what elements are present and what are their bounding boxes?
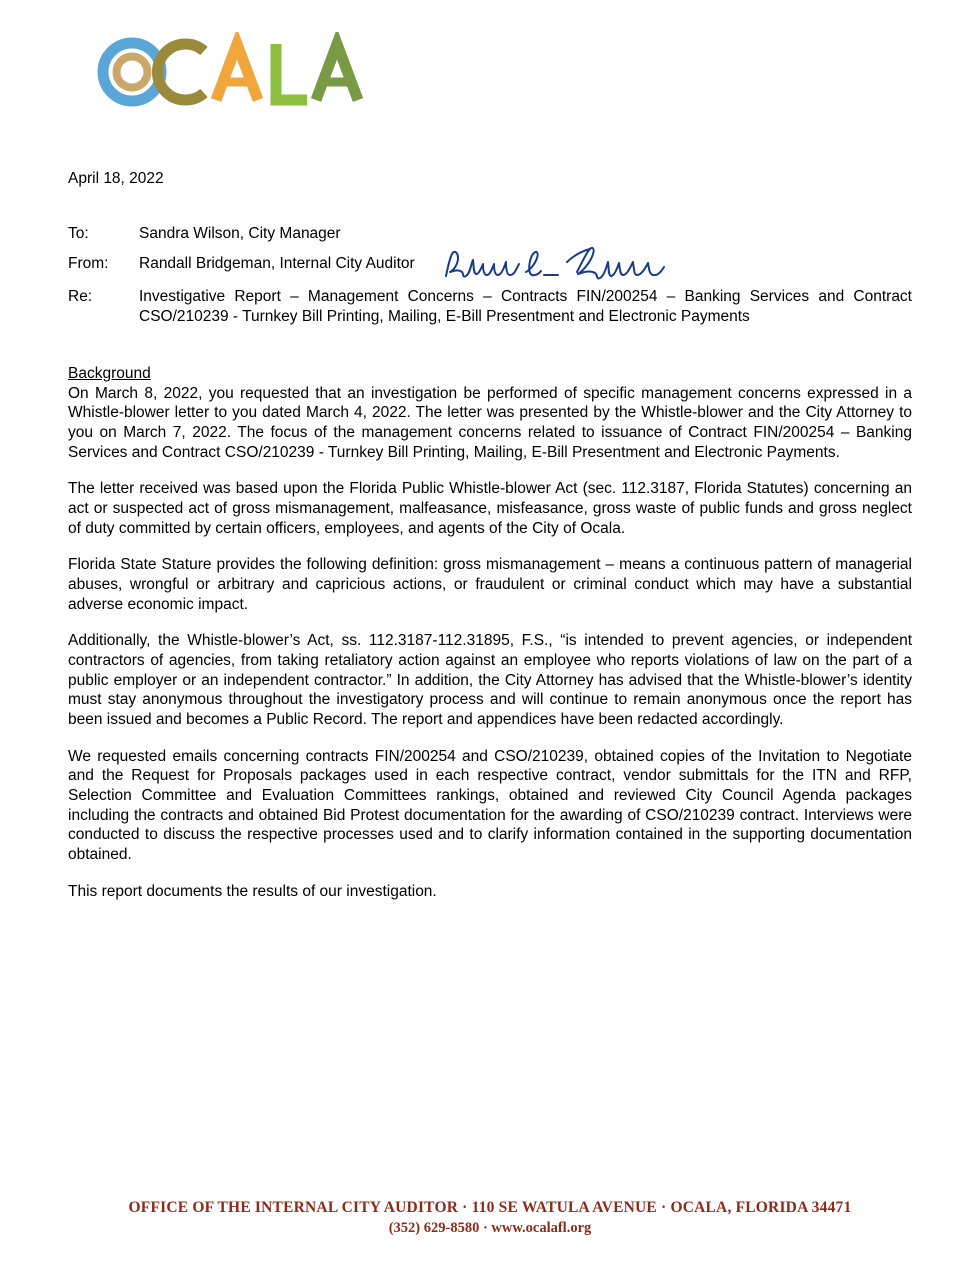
background-paragraph-6: This report documents the results of our investigation.: [68, 882, 437, 900]
background-paragraph-3: Florida State Stature provides the following definition: gross mismanagement – means a continuous pattern of managerial abuses, wrongful or arbitrary and capricious actions, or fraudulent or criminal conduct which may have a substantial adverse economic impact.: [68, 556, 912, 613]
re-row: [68, 287, 912, 327]
footer-contact: (352) 629-8580 · www.ocalafl.org: [388, 1220, 592, 1236]
background-paragraph-2: The letter received was based upon the Florida Public Whistle-blower Act (sec. 112.3187, Florida Statutes) concerning an act or suspected act of gross mismanagement, malfeasance, misfeasance, gross waste of public funds and gross neglect of duty committed by certain officers, employees, and agents of the City of Ocala.: [68, 480, 912, 537]
from-row: [68, 254, 912, 275]
from-value: Randall Bridgeman, Internal City Auditor: [139, 254, 415, 272]
footer-address: OFFICE OF THE INTERNAL CITY AUDITOR · 110 SE WATULA AVENUE · OCALA, FLORIDA 34471: [128, 1199, 852, 1216]
page-footer: [0, 1199, 980, 1237]
letter-date: April 18, 2022: [68, 170, 164, 187]
to-value: Sandra Wilson, City Manager: [139, 225, 341, 242]
re-value: Investigative Report – Management Concerns – Contracts FIN/200254 – Banking Services and Contract CSO/210239 - Turnkey Bill Printing, Mailing, E-Bill Presentment and Electronic Payments: [139, 287, 912, 325]
ocala-logo: [96, 36, 386, 108]
background-paragraph-5: We requested emails concerning contracts FIN/200254 and CSO/210239, obtained copies of the Invitation to Negotiate and the Request for Proposals packages used in each respective contract, vendor submittals for the ITN and RFP, Selection Committee and Evaluation Committees rankings, obtained and reviewed City Council Agenda packages including the contracts and obtained Bid Protest documentation for the awarding of CSO/210239 contract. Interviews were conducted to discuss the respective processes used and to clarify information contained in the supporting documentation obtained.: [68, 747, 912, 863]
from-label: From:: [68, 254, 109, 272]
background-paragraph-1: On March 8, 2022, you requested that an investigation be performed of specific management concerns expressed in a Whistle-blower letter to you dated March 4, 2022. The letter was presented by the Whistle-blower and the City Attorney to you on March 7, 2022. The focus of the management concerns related to issuance of Contract FIN/200254 – Banking Services and Contract CSO/210239 - Turnkey Bill Printing, Mailing, E-Bill Presentment and Electronic Payments.: [68, 384, 912, 461]
background-paragraph-4: Additionally, the Whistle-blower’s Act, ss. 112.3187-112.31895, F.S., “is intended to prevent agencies, or independent contractors of agencies, from taking retaliatory action against an employee who reports violations of law on the part of a public employer or an independent contractor.” In addition, the City Attorney has advised that the Whistle-blower’s identity must stay anonymous throughout the investigatory process and will continue to remain anonymous once the report has been issued and becomes a Public Record. The report and appendices have been redacted accordingly.: [68, 632, 912, 728]
to-label: To:: [68, 225, 89, 242]
letter-body: [68, 170, 912, 918]
re-label: Re:: [68, 287, 93, 305]
background-section: [68, 365, 912, 902]
to-row: [68, 224, 912, 245]
background-heading: Background: [68, 364, 151, 382]
